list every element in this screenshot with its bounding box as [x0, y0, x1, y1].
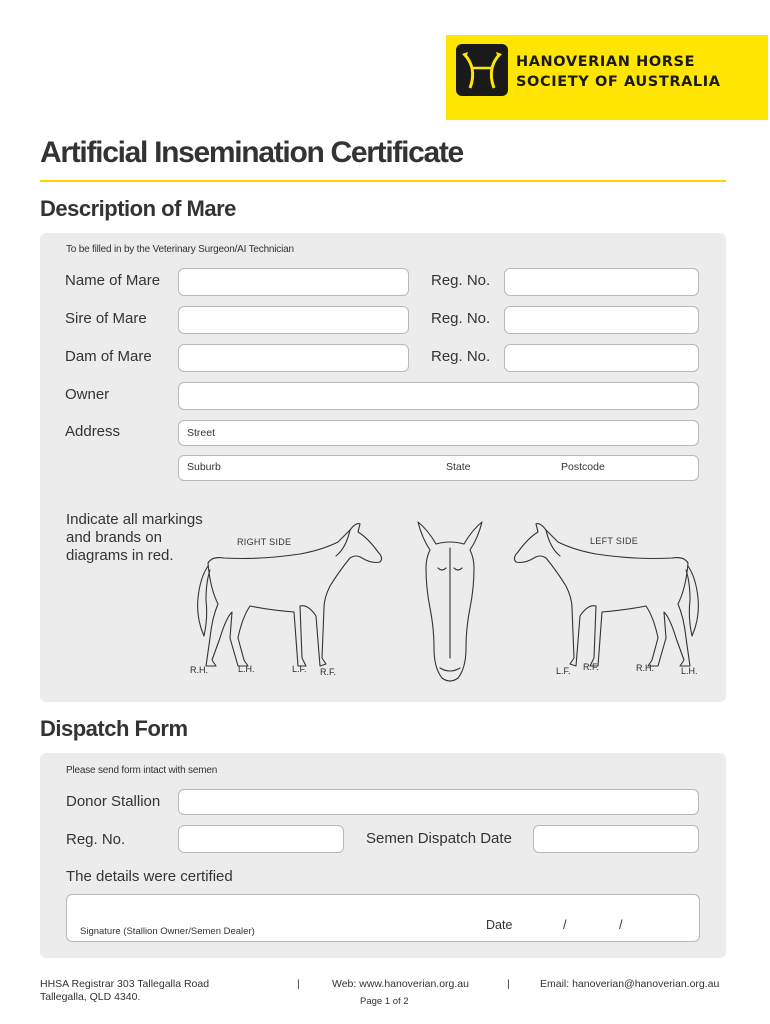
street-label: Street — [187, 427, 216, 439]
markings-instructions — [66, 511, 203, 565]
left-view-rf-label: R.F. — [583, 662, 600, 672]
dam-reg-no-label: Reg. No. — [431, 348, 491, 365]
dispatch-panel-note: Please send form intact with semen — [66, 765, 218, 776]
page-number: Page 1 of 2 — [360, 996, 409, 1007]
footer-address — [40, 978, 209, 1004]
signature-label: Signature (Stallion Owner/Semen Dealer) — [80, 926, 255, 937]
title-divider — [40, 180, 726, 182]
date-label: Date — [486, 918, 513, 932]
markings-line-3: diagrams in red. — [66, 547, 174, 564]
name-of-mare-label: Name of Mare — [65, 272, 161, 289]
left-view-lh-label: L.H. — [681, 666, 698, 676]
semen-dispatch-date-field[interactable] — [533, 825, 699, 853]
horse-markings-diagram[interactable] — [190, 508, 706, 688]
left-view-rh-label: R.H. — [636, 663, 654, 673]
hanoverian-horse-heads-icon — [456, 44, 508, 96]
right-view-rh-label: R.H. — [190, 665, 208, 675]
markings-line-1: Indicate all markings — [66, 511, 203, 528]
dam-of-mare-label: Dam of Mare — [65, 348, 152, 365]
date-slash-2: / — [619, 918, 623, 932]
horse-front-view-outline — [418, 522, 482, 681]
certified-text: The details were certified — [66, 868, 233, 885]
mare-section-heading: Description of Mare — [40, 196, 236, 221]
right-view-rf-label: R.F. — [320, 667, 337, 677]
state-label: State — [446, 461, 471, 473]
semen-dispatch-date-label: Semen Dispatch Date — [366, 830, 512, 847]
suburb-state-postcode-field[interactable] — [178, 455, 699, 481]
mare-panel-note: To be filled in by the Veterinary Surgeon/AI Technician — [66, 244, 294, 255]
sire-reg-no-field[interactable] — [504, 306, 699, 334]
footer-separator-2: | — [507, 978, 510, 990]
mare-reg-no-label: Reg. No. — [431, 272, 491, 289]
owner-label: Owner — [65, 386, 110, 403]
donor-stallion-field[interactable] — [178, 789, 699, 815]
footer-address-line-2: Tallegalla, QLD 4340. — [40, 991, 141, 1003]
suburb-label: Suburb — [187, 461, 221, 473]
sire-of-mare-field[interactable] — [178, 306, 409, 334]
logo-line-2: SOCIETY OF AUSTRALIA — [516, 74, 721, 90]
footer-address-line-1: HHSA Registrar 303 Tallegalla Road — [40, 978, 210, 990]
right-side-label: RIGHT SIDE — [237, 537, 292, 547]
sire-reg-no-label: Reg. No. — [431, 310, 491, 327]
stallion-reg-no-field[interactable] — [178, 825, 344, 853]
stallion-reg-no-label: Reg. No. — [66, 831, 126, 848]
dam-reg-no-field[interactable] — [504, 344, 699, 372]
logo-text — [516, 52, 721, 92]
left-side-label: LEFT SIDE — [590, 536, 639, 546]
footer-web-link[interactable]: Web: www.hanoverian.org.au — [332, 978, 469, 990]
date-slash-1: / — [563, 918, 567, 932]
postcode-label: Postcode — [561, 461, 605, 473]
right-view-lf-label: L.F. — [292, 664, 307, 674]
dam-of-mare-field[interactable] — [178, 344, 409, 372]
sire-of-mare-label: Sire of Mare — [65, 310, 147, 327]
name-of-mare-field[interactable] — [178, 268, 409, 296]
owner-field[interactable] — [178, 382, 699, 410]
address-label: Address — [65, 423, 121, 440]
street-field[interactable] — [178, 420, 699, 446]
left-view-lf-label: L.F. — [556, 666, 571, 676]
markings-line-2: and brands on — [66, 529, 162, 546]
dispatch-section-heading: Dispatch Form — [40, 716, 188, 741]
donor-stallion-label: Donor Stallion — [66, 793, 161, 810]
logo-line-1: HANOVERIAN HORSE — [516, 54, 696, 70]
footer-email-link[interactable]: Email: hanoverian@hanoverian.org.au — [540, 978, 720, 990]
right-view-lh-label: L.H. — [238, 664, 255, 674]
footer-separator-1: | — [297, 978, 300, 990]
page-title: Artificial Insemination Certificate — [40, 136, 463, 169]
mare-reg-no-field[interactable] — [504, 268, 699, 296]
